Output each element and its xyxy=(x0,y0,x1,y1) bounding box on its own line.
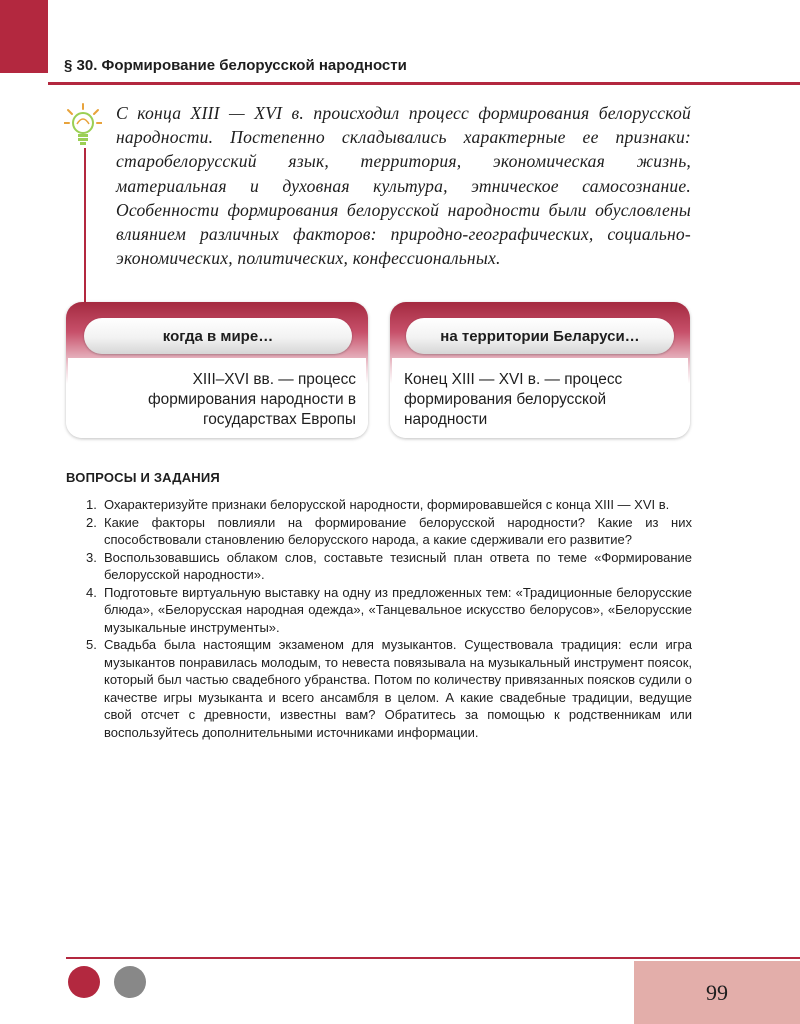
footer-dot-grey xyxy=(114,966,146,998)
page-header-title: § 30. Формирование белорусской народности xyxy=(64,57,407,74)
world-comparison-card xyxy=(66,302,368,438)
lightbulb-icon xyxy=(64,103,102,149)
header-rule xyxy=(48,82,800,85)
question-text: Охарактеризуйте признаки белорусской народности, формировавшейся с конца XIII — XVI в. xyxy=(104,497,670,512)
question-item xyxy=(86,636,692,741)
page-number: 99 xyxy=(634,961,800,1024)
corner-tab xyxy=(0,0,48,73)
question-text: Подготовьте виртуальную выставку на одну из предложенных тем: «Традиционные белорусские блюда», «Белорусская народная одежда», «Танцевальное искусство белорусов», «Белорусские музыкальные инструменты». xyxy=(104,584,692,635)
belarus-card-heading: на территории Беларуси… xyxy=(406,318,674,354)
question-text: Свадьба была настоящим экзаменом для музыкантов. Существовала традиция: если игра музыкантов понравилась молодым, то невеста повязывала на музыкальный инструмент поясок, который был частью свадебного убранства. Потом по количеству привязанных поясков судили о качестве игры музыканта и всего ансамбля в целом. А какие свадебные традиции, ведущие свой отсчет с древности, известны вам? Обратитесь за помощью к родственникам или воспользуйтесь дополнительными источниками информации. xyxy=(104,637,692,740)
question-text: Какие факторы повлияли на формирование белорусской народности? Какие из них способствовали становлению белорусского народа, а какие сдерживали его развитие? xyxy=(104,514,692,547)
question-number: 5. xyxy=(86,637,97,652)
belarus-card-text: Конец XIII — XVI в. — процесс формирования белорусской народности xyxy=(404,371,623,428)
world-card-text: XIII–XVI вв. — процесс формирования народности в государствах Европы xyxy=(147,371,356,428)
belarus-comparison-card xyxy=(390,302,690,438)
footer-rule xyxy=(66,957,800,959)
world-card-heading: когда в мире… xyxy=(84,318,352,354)
question-number: 2. xyxy=(86,514,97,530)
question-item xyxy=(86,514,692,549)
question-number: 1. xyxy=(86,497,97,512)
footer-dot-red xyxy=(68,966,100,998)
questions-list xyxy=(86,496,692,741)
question-item xyxy=(86,584,692,637)
question-number: 4. xyxy=(86,584,97,600)
question-item xyxy=(86,549,692,584)
questions-title: ВОПРОСЫ И ЗАДАНИЯ xyxy=(66,470,220,485)
summary-text-block xyxy=(116,101,691,270)
question-text: Воспользовавшись облаком слов, составьте тезисный план ответа по теме «Формирование белорусской народности». xyxy=(104,549,692,582)
summary-text: С конца XIII — XVI в. происходил процесс формирования белорусской народности. Постепенно складывались характерные ее признаки: старобелорусский язык, территория, экономическая жизнь, материальная и духовная культура, этническое самосознание. Особенности формирования белорусской народности были обусловлены влиянием различных факторов: природно-географических, социально-экономических, политических, конфессиональных. xyxy=(116,103,691,269)
question-number: 3. xyxy=(86,549,97,565)
question-item xyxy=(86,496,692,514)
summary-connector-line xyxy=(84,148,86,308)
